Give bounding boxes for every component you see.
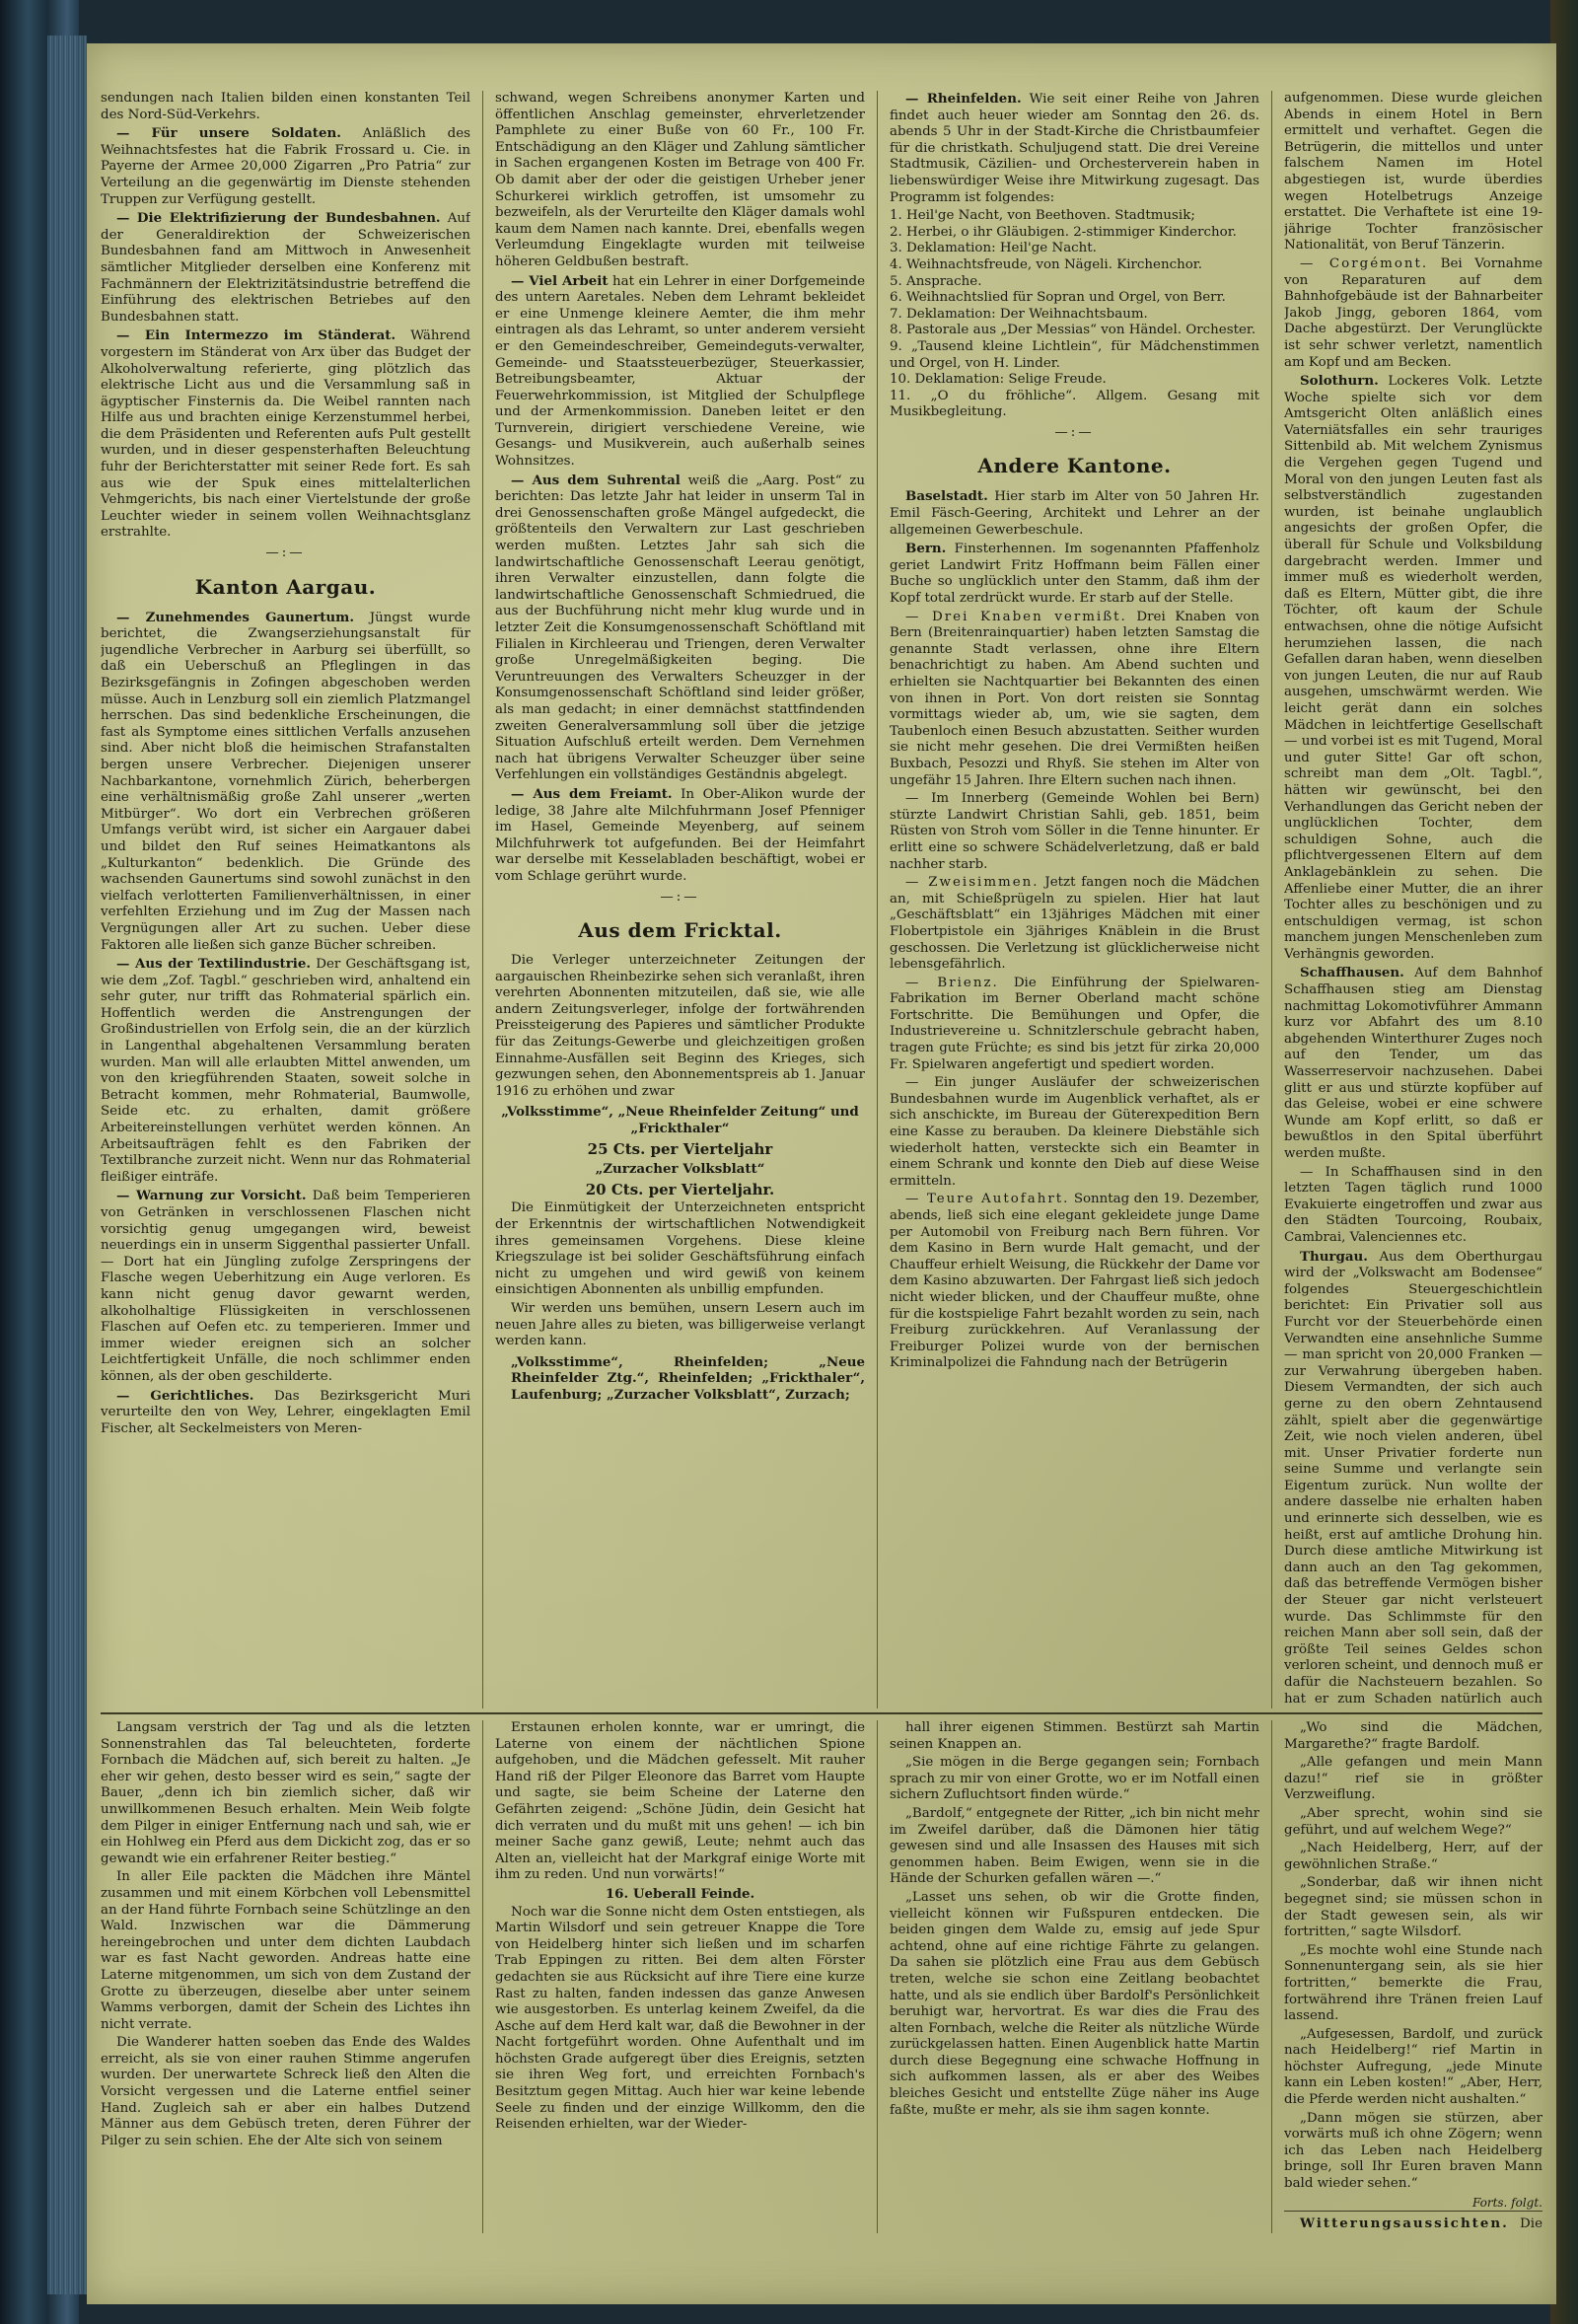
program-item: 4. Weihnachtsfreude, von Nägeli. Kirchenchor. [890, 256, 1202, 272]
program-item: 3. Deklamation: Heil'ge Nacht. [890, 241, 1097, 256]
notice-line: „Zurzacher Volksblatt“ [595, 1161, 765, 1178]
article-text: „Alle gefangen und mein Mann dazu!“ rief sie in größter Verzweiflung. [1284, 1755, 1542, 1803]
article-paragraph [101, 610, 470, 954]
article-text: hall ihrer eigenen Stimmen. Bestürzt sah Martin seinen Knappen an. [890, 1720, 1259, 1752]
article-paragraph [890, 976, 1259, 1074]
article-text: Hier starb im Alter von 50 Jahren Hr. Emil Fäsch-Geering, Architekt und Lehrer an der allgemeinen Gewerbeschule. [890, 489, 1259, 538]
article-text: weiß die „Aarg. Post“ zu berichten: Das letzte Jahr hat leider in unserm Tal in drei Genossenschaften große Mängel aufgedeckt, die größtenteils den Verwaltern zur Last geschrieben werden mußten. Letztes Jahr sah sich die landwirtschaftliche Genossenschaft Leerau genötigt, ihren Verwalter einzustellen, dann folgte die landwirtschaftliche Genossenschaft Schmiedrued, die aus der Buchführung nicht mehr klug wurde und in letzter Zeit die Konsumgenossenschaft Schöftland mit Filialen in Kirchleerau und Triengen, deren Verwalter große Unregelmäßigkeiten beging. Die Veruntreuungen des Verwalters Scheuzger in der Konsumgenossenschaft Schöftland sind leider größer, als man gedacht; in einer demnächst stattfindenden zweiten Generalversammlung soll über die jetzige Situation Aufschluß erteilt werden. Dem Vernehmen nach hat übrigens Verwalter Scheuzger über seine Verfehlungen ein vollständiges Geständnis abgelegt. [495, 472, 865, 783]
article-paragraph [890, 875, 1259, 974]
article-paragraph [1284, 965, 1542, 1162]
article-lead: — Aus der Textilindustrie. [116, 956, 312, 973]
article-lead: — Viel Arbeit [511, 272, 609, 289]
article-lead: — Aus dem Freiamt. [511, 785, 673, 802]
column-2 [495, 91, 865, 1708]
program-item: 1. Heil'ge Nacht, von Beethoven. Stadtmusik; [890, 208, 1195, 224]
article-lead: Bern. [905, 541, 947, 557]
article-text: In Ober-Alikon wurde der ledige, 38 Jahre alte Milchfuhrmann Josef Pfenniger im Hasel, Gemeinde Meyenberg, auf seinem Milchfuhrwerk tot aufgefunden. Bei der Heimfahrt war derselbe mit Kesselabladen beschäftigt, wobei er vom Schlage gerührt wurde. [495, 786, 865, 884]
feuilleton-rule [101, 1712, 1542, 1714]
article-paragraph [101, 91, 470, 123]
article-paragraph [101, 1720, 470, 1867]
serial-column-4 [1284, 1720, 1542, 2233]
article-paragraph [1284, 1165, 1542, 1247]
continued-note: Forts. folgt. [1471, 2195, 1542, 2210]
section-heading: Andere Kantone. [977, 454, 1172, 478]
column-divider [1271, 1720, 1272, 2233]
article-paragraph [1284, 2111, 1542, 2193]
article-paragraph [890, 1806, 1259, 1888]
article-paragraph [1284, 1943, 1542, 2025]
article-text: In aller Eile packten die Mädchen ihre Mäntel zusammen und mit einem Körbchen voll Lebensmittel an der Hand führte Fornbach seine Schützlinge an den Wald. Inzwischen war die Dämmerung hereingebrochen und unter dem dichten Laubdach war es fast Nacht geworden. Andreas hatte eine Laterne mitgenommen, um sich von dem Zustand der Grotte zu überzeugen, dieselbe aber unter seinem Wamms verborgen, damit der Schein des Lichtes ihn nicht verrate. [101, 1869, 470, 2032]
article-paragraph [495, 953, 865, 1100]
article-text: Jetzt fangen noch die Mädchen an, mit Schießprügeln zu spielen. Hier hat laut „Geschäftsblatt“ ein 13jähriges Mädchen mit einer Flobertpistole ein 3jähriges Knäblein in die Brust geschossen. Die Verletzung ist glücklicherweise nicht lebensgefährlich. [890, 875, 1259, 973]
article-lead: — Warnung zur Vorsicht. [116, 1188, 307, 1204]
article-paragraph [890, 541, 1259, 607]
article-text: Daß beim Temperieren von Getränken in verschlossenen Flaschen nicht vorsichtig genug umgegangen wird, beweist neuerdings ein in unserm Siggenthal passierter Unfall. — Dort hat ein Jüngling zufolge Zerspringens der Flasche wegen Ueberhitzung ein Auge verloren. Es kann nicht genug davor gewarnt werden, alkoholhaltige Flüssigkeiten in verschlossenen Flaschen auf Oefen etc. zu temperieren. Immer und immer wieder ereignen sich an solcher Leichtfertigkeit Unfälle, die noch schlimmer enden können, als der oben geschilderte. [101, 1189, 470, 1384]
article-text: Die Verleger unterzeichneter Zeitungen der aargauischen Rheinbezirke sehen sich veranlaßt, ihren verehrten Abonnenten mitzuteilen, daß sie, wie alle andern Zeitungsverleger, infolge der fortwährenden Preissteigerung des Papieres und sämtlicher Produkte für das Zeitungs-Gewerbe und gleichzeitigen großen Einnahme-Ausfällen seit Beginn des Krieges, sich gezwungen sehen, den Abonnementspreis ab 1. Januar 1916 zu erhöhen und zwar [495, 953, 865, 1099]
article-paragraph [1284, 1806, 1542, 1839]
article-paragraph [495, 91, 865, 271]
article-lead: — Zunehmendes Gaunertum. [116, 609, 355, 625]
page-stack-edge [47, 36, 87, 2294]
article-paragraph [1284, 373, 1542, 963]
article-lead: — Rheinfelden. [905, 91, 1022, 107]
article-text: Aus dem Oberthurgau wird der „Volkswacht am Bodensee“ folgendes Steuergeschichtlein berichtet: Ein Privatier soll aus Furcht vor der Steuerbehörde einen Verwandten eine ansehnliche Summe — man spricht von 20,000 Franken — zur Verwahrung übergeben haben. Diesem Vermandten, der sich auch gerne zu den obern Zehntausend zählt, spielt aber die gegenwärtige Zeit, wie noch vielen anderen, übel mit. Unser Privatier forderte nun seine Summe und verlangte sein Eigentum zurück. Nun wollte der andere dasselbe nie erhalten haben und erinnerte sich desselben, wie es heißt, erst auf amtliche Drohung hin. Durch diese amtliche Mitwirkung ist dann auch an den Tag gekommen, daß das betreffende Vermögen bisher der Steuer gar nicht verlsteuert wurde. Das Schlimmste für den reichen Mann aber soll sein, daß der größte Teil seines Geldes schon verloren scheint, und dennoch muß er dafür die Nachsteuern bezahlen. So hat er zum Schaden natürlich auch [1284, 1249, 1542, 1707]
article-lead: — Aus dem Suhrental [511, 472, 681, 488]
article-text: Drei Knaben von Bern (Breitenrainquartier) haben letzten Samstag die genannte Stadt verlassen, ohne ihre Eltern benachrichtigt zu haben. Am Abend suchten und erhielten sie Nachtquartier bei Bekannten des einen von ihnen in Port. Von dort reisten sie Sonntag vormittags wieder ab, um, wie sie sagten, dem Taubenloch einen Besuch abzustatten. Seither wurden sie nicht mehr gesehen. Die drei Vermißten heißen Buxbach, Pesozzi und Rhyß. Sie stehen im Alter von ungefähr 15 Jahren. Ihre Eltern suchen nach ihnen. [890, 609, 1259, 788]
program-item: 8. Pastorale aus „Der Messias“ von Händel. Orchester. [890, 323, 1256, 338]
article-lead: Witterungsaussichten. [1300, 2215, 1509, 2232]
article-paragraph [1284, 1875, 1542, 1940]
article-text: Jüngst wurde berichtet, die Zwangserziehungsanstalt für jugendliche Verbrecher in Aarburg sei überfüllt, so daß ein Ueberschuß an Pfleglingen in das Bezirksgefängnis in Zofingen abgeschoben werden müsse. Auch in Lenzburg soll ein ziemlich Platzmangel herrschen. Das sind bedenkliche Erscheinungen, die fast als Symptome eines sittlichen Verfalls anzusehen sind. Aber nicht bloß die heimischen Strafanstalten bergen unsere Verbrecher. Diejenigen unserer Nachbarkantone, vornehmlich Zürich, beherbergen eine verhältnismäßig große Zahl unserer „werten Mitbürger“. Wo dort ein Verbrechen größeren Umfangs verübt wird, ist sicher ein Aargauer dabei und bildet den Ruf seines Heimatkantons als „Kulturkanton“ bedenklich. Die Gründe des wachsenden Gaunertums sind sowohl zunächst in den vielfach verlotterten Familienverhältnissen, in einer verfehlten Erziehung und im Zug der Massen nach Vergnügungen aller Art zu suchen. Ueber diese Faktoren alle ließen sich ganze Bücher schreiben. [101, 610, 470, 953]
column-divider [482, 1720, 483, 2233]
article-paragraph [101, 327, 470, 542]
article-text: „Sonderbar, daß wir ihnen nicht begegnet sind; sie müssen schon in der Stadt gewesen sein, als wir fortritten,“ sagte Wilsdorf. [1284, 1875, 1542, 1940]
article-paragraph [1284, 1841, 1542, 1873]
article-text: Lockeres Volk. Letzte Woche spielte sich vor dem Amtsgericht Olten anläßlich eines Vaterniätsfalles ein sehr trauriges Sittenbild ab. Mit welchem Zynismus die Vergehen gegen Tugend und Moral von den jungen Leuten fast als selbstverständlich zugestanden wurden, ist beinahe unglaublich angesichts der großen Opfer, die überall für Schule und Volksbildung dargebracht werden. Immer und immer muß es wiederholt werden, daß es Eltern, Mütter gibt, die ihre Töchter, oft kaum der Schule entwachsen, ohne die nötige Aufsicht herumziehen lassen, die nach Gefallen daran haben, wenn dieselben von jungen Leuten, die nur auf Raub ausgehen, umschwärmt werden. Wie leicht gerät dann ein solches Mädchen in leichtfertige Gesellschaft — und vorbei ist es mit Tugend, Moral und guter Sitte! Gar oft schon, schreibt man dem „Olt. Tagbl.“, hätten wir gewünscht, bei den Verhandlungen das Gericht neben der unglücklichen Tochter, dem schuldigen Sohne, auch die pflichtvergessenen Eltern auf dem Anklagebänklein zu sehen. Die Affenliebe einer Mutter, die an ihrer Tochter alles zu beschönigen und zu entschuldigen vermag, ist schon manchem jungen Menschenleben zum Verhängnis geworden. [1284, 374, 1542, 962]
column-divider [877, 91, 878, 1708]
feuilleton-section [101, 1720, 1542, 2233]
article-text: Auf dem Bahnhof Schaffhausen stieg am Dienstag nachmittag Lokomotivführer Ammann kurz vor Abfahrt des um 8.10 abgehenden Winterthurer Zuges noch auf den Tender, um das Wasserreservoir nachzusehen. Dabei glitt er aus und stürzte kopfüber auf das Geleise, wobei er eine schwere Wunde am Kopf erlitt, so daß er bewußtlos in den Spital überführt werden mußte. [1284, 966, 1542, 1161]
article-text: Das Bezirksgericht Muri verurteilte den von Wey, Lehrer, eingeklagten Emil Fischer, alt Seckelmeisters von Meren- [101, 1388, 470, 1436]
article-text: hat ein Lehrer in einer Dorfgemeinde des untern Aaretales. Neben dem Lehramt bekleidet er eine Unmenge kleinere Aemter, die ihm mehr eintragen als das Lehramt, so unter anderem versieht er den Gemeindeschreiber, Gemeindeguts-verwalter, Gemeinde- und Staatssteuerbezüger, Steuerkassier, Betreibungsbeamter, Aktuar der Feuerwehrkommission, ist Mitglied der Schulpflege und der Armenkommission. Daneben leitet er den Turnverein, dirigiert verschiedene Vereine, wie Gesangs- und Musikverein, auch außerhalb seines Wohnsitzes. [495, 273, 865, 470]
article-text: schwand, wegen Schreibens anonymer Karten und öffentlichen Anschlag gemeinster, ehrverletzender Pamphlete zu einer Buße von 60 Fr., 100 Fr. Entschädigung an den Kläger und Zahlung sämtlicher in Sachen ergangenen Kosten im Betrage von 400 Fr. Ob damit aber der oder die geistigen Urheber jener Schurkerei wirklich getroffen, ist umsomehr zu bezweifeln, als der Verurteilte den Kläger damals wohl kaum dem Namen nach kannte. Drei, ebenfalls wegen Verleumdung Eingeklagte wurden mit teilweise höheren Geldbußen bestraft. [495, 91, 865, 269]
serial-column-3 [890, 1720, 1259, 2233]
article-paragraph [495, 786, 865, 886]
article-paragraph [101, 1188, 470, 1385]
article-lead: — Gerichtliches. [116, 1387, 254, 1404]
article-text: „Dann mögen sie stürzen, aber vorwärts muß ich ohne Zögern; wenn ich das Leben nach Heidelberg bringe, soll Ihr Euren braven Mann bald wieder sehen.“ [1284, 2110, 1542, 2192]
article-paragraph [890, 488, 1259, 539]
article-text: „Aufgesessen, Bardolf, und zurück nach Heidelberg!“ rief Martin in höchster Aufregung, „jede Minute kann ein Leben kosten!“ „Aber, Herr, die Pferde werden nicht aushalten.“ [1284, 2026, 1542, 2108]
article-text: Auf der Generaldirektion der Schweizerischen Bundesbahnen fand am Mittwoch in Anwesenheit sämtlicher Mitglieder derselben eine Konferenz mit Fachmännern der Elektrizitätsindustrie betreffend die Einführung des elektrischen Betriebes auf den Bundesbahnen statt. [101, 211, 470, 325]
article-lead: — Teure Autofahrt. [905, 1192, 1070, 1207]
article-paragraph [1284, 2027, 1542, 2109]
section-heading: Kanton Aargau. [194, 574, 377, 599]
article-text: sendungen nach Italien bilden einen konstanten Teil des Nord-Süd-Verkehrs. [101, 91, 470, 122]
article-text: aufgenommen. Diese wurde gleichen Abends in einem Hotel in Bern ermittelt und verhaftet. Gegen die Betrügerin, die mittellos und unter falschem Namen im Hotel abgestiegen ist, wurde überdies wegen Hotelbetrugs Anzeige erstattet. Die Verhaftete ist eine 19-jährige Tochter französischer Nationalität, von Beruf Tänzerin. [1284, 91, 1542, 254]
article-text: Noch war die Sonne nicht dem Osten entstiegen, als Martin Wilsdorf und sein getreuer Knappe die Tore von Heidelberg hinter sich ließen und im scharfen Trab Eppingen zu ritten. Bei dem alten Förster gedachten sie aus Rücksicht auf ihre Tiere eine kurze Rast zu halten, fanden indessen das ganze Anwesen wie ausgestorben. Es unterlag keinem Zweifel, da die Asche auf dem Herd kalt war, daß die Bewohner in der Nacht fortgeführt worden. Ohne Aufenthalt und im höchsten Grade aufgeregt über dies Ereignis, setzten sie ihren Weg fort, und erreichten Fornbach's Besitztum gegen Mittag. Auch hier war keine lebende Seele zu finden und der einzige Willkomm, den die Reisenden erhielten, war der Wieder- [495, 1904, 865, 2133]
chapter-heading: 16. Ueberall Feinde. [605, 1885, 755, 1902]
article-paragraph [890, 1192, 1259, 1372]
article-paragraph [495, 1905, 865, 2134]
article-lead: — Brienz. [905, 975, 999, 990]
article-text: Sonntag den 19. Dezember, abends, ließ sich eine elegant gekleidete junge Dame per Automobil von Freiburg nach Bern führen. Vor dem Kasino in Bern wurde Halt gemacht, und der Chauffeur erhielt Weisung, die Rückkehr der Dame vor dem Kasino abzuwarten. Der Fahrgast ließ sich jedoch nicht wieder blicken, und der Chauffeur mußte, ohne für die kostspielige Fahrt bezahlt worden zu sein, nach Freiburg zurückkehren. Auf Veranlassung der Freiburger Polizei wurde von der bernischen Kriminalpolizei die Fahndung nach der Betrügerin [890, 1192, 1259, 1371]
article-text: Der Geschäftsgang ist, wie dem „Zof. Tagbl.“ geschrieben wird, anhaltend ein sehr guter, nur trifft das Rohmaterial spärlich ein. Hoffentlich werden die Anstrengungen der Großindustriellen von Erfolg sein, die an der kürzlich in Langenthal abgehaltenen Versammlung beraten wurden. Man will alle erlaubten Mittel anwenden, um von den kriegführenden Staaten, soweit solche in Betracht kommen, mehr Rohmaterial, Baumwolle, Seide etc. zu erhalten, damit größere Arbeitereinstellungen verhütet werden können. An Arbeitsaufträgen fehlt es den Fabriken der Textilbranche zurzeit nicht. Wenn nur das Rohmaterial fleißiger einträfe. [101, 957, 470, 1185]
article-lead: Solothurn. [1300, 373, 1379, 390]
article-text: Die Einmütigkeit der Unterzeichneten entspricht der Erkenntnis der wirtschaftlichen Notwendigkeit ihres gemeinsamen Vorgehens. Diese kleine Kriegszulage ist bei solider Geschäftsführung einfach nicht zu umgehen und wird gewiß von keinem einsichtigen Abonnenten als unbillig empfunden. [495, 1200, 865, 1298]
program-item: 5. Ansprache. [890, 273, 982, 289]
article-text: — In Schaffhausen sind in den letzten Tagen täglich rund 1000 Evakuierte eingetroffen und zwar aus den Städten Tourcoing, Roubaix, Cambrai, Valenciennes etc. [1284, 1164, 1542, 1245]
article-paragraph [101, 1869, 470, 2033]
serial-column-1 [101, 1720, 470, 2233]
article-text: „Lasset uns sehen, ob wir die Grotte finden, vielleicht können wir Fußspuren entdecken. Die beiden gingen dem Walde zu, emsig auf jede Spur achtend, ohne auf eine richtige Fährte zu gelangen. Da sahen sie plötzlich eine Frau aus dem Gebüsch treten, welche sie schon eine Zeitlang beobachtet hatte, und als sie endlich über Bardolf's Persönlichkeit beruhigt war, hervortrat. Es war dies die Frau des alten Fornbach, welche die Reiter als nützliche Würde zurückgelassen hatten. Einen Augenblick hatte Martin durch diese Begegnung eine schwache Hoffnung in sich aufkommen lassen, als er aber des Weibes bleiches Gesicht und entstellte Züge näher ins Auge faßte, mußte er mehr, als sie ihm sagen konnte. [890, 1889, 1259, 2118]
article-text: „Sie mögen in die Berge gegangen sein; Fornbach sprach zu mir von einer Grotte, wo er im Notfall einen sichern Zufluchtsort finden würde.“ [890, 1755, 1259, 1803]
article-paragraph [101, 125, 470, 208]
article-lead: Thurgau. [1300, 1248, 1368, 1265]
article-paragraph [890, 1075, 1259, 1190]
column-divider [482, 91, 483, 1708]
notice-line: „Volksstimme“, „Neue Rheinfelder Zeitung“ und „Frickthaler“ [501, 1104, 859, 1137]
column-divider [877, 1720, 878, 2233]
section-heading: Aus dem Fricktal. [578, 918, 782, 943]
article-paragraph [495, 472, 865, 784]
article-lead: — Die Elektrifizierung der Bundesbahnen. [116, 210, 441, 227]
article-paragraph [890, 1890, 1259, 2119]
article-text: „Aber sprecht, wohin sind sie geführt, und auf welchem Wege?“ [1284, 1805, 1542, 1838]
article-lead: — Für unsere Soldaten. [116, 125, 341, 142]
article-text: Bei Vornahme von Reparaturen auf dem Bahnhofgebäude ist der Bahnarbeiter Jakob Jingg, geboren 1864, vom Dache abgestürzt. Der Verunglückte ist sehr schwer verletzt, namentlich am Kopf und am Becken. [1284, 255, 1542, 370]
article-text: Wir werden uns bemühen, unsern Lesern auch im neuen Jahre alles zu bieten, was billigerweise verlangt werden kann. [495, 1300, 865, 1349]
article-paragraph [495, 1720, 865, 1884]
article-lead: Schaffhausen. [1300, 965, 1404, 981]
article-paragraph [495, 273, 865, 471]
article-text: „Wo sind die Mädchen, Margarethe?“ fragte Bardolf. [1284, 1720, 1542, 1752]
article-paragraph [101, 956, 470, 1186]
newspaper-page [87, 43, 1556, 2304]
program-item: 6. Weihnachtslied für Sopran und Orgel, von Berr. [890, 290, 1226, 306]
article-text: Anläßlich des Weihnachtsfestes hat die Fabrik Frossard u. Cie. in Payerne der Armee 20,000 Zigarren „Pro Patria“ zur Verteilung an die gegenwärtig im Dienste stehenden Truppen zur Verfügung gestellt. [101, 126, 470, 207]
article-text: Die Wanderer hatten soeben das Ende des Waldes erreicht, als sie von einer rauhen Stimme angerufen wurden. Der unerwartete Schreck ließ den Alten die Vorsicht vergessen und die Laterne entfiel seiner Hand. Zugleich sah er aber ein halbes Dutzend Männer aus dem Gebüsch treten, deren Führer der Pilger zu sein schien. Ehe der Alte sich von seinem [101, 2035, 470, 2148]
article-paragraph [1284, 91, 1542, 254]
article-paragraph [101, 2035, 470, 2149]
program-item: 10. Deklamation: Selige Freude. [890, 372, 1107, 388]
article-paragraph [1284, 256, 1542, 371]
article-lead: — Ein Intermezzo im Ständerat. [116, 327, 396, 344]
column-divider [1271, 91, 1272, 1708]
column-4 [1284, 91, 1542, 1708]
section-separator: —:— [265, 545, 306, 561]
price-line: 25 Cts. per Vierteljahr [587, 1139, 773, 1158]
article-paragraph [101, 1388, 470, 1438]
article-lead: — Drei Knaben vermißt. [905, 609, 1127, 624]
article-paragraph [1284, 1249, 1542, 1708]
article-paragraph [495, 1200, 865, 1299]
article-text: „Es mochte wohl eine Stunde nach Sonnenuntergang sein, als sie hier fortritten,“ bemerkte die Frau, fortwährend ihre Tränen freien Lauf lassend. [1284, 1942, 1542, 2024]
article-text: Langsam verstrich der Tag und als die letzten Sonnenstrahlen das Tal beleuchteten, forderte Fornbach die Mädchen auf, sich bereit zu halten. „Je eher wir gehen, desto besser wird es sein,“ sagte der Bauer, „denn ich bin ziemlich sicher, daß wir unwillkommenen Besuch erhalten. Mein Weib folgte dem Pilger in einiger Entfernung nach und sah, wie er ein Hohlweg ein Pferd aus dem Dickicht zog, das er so gewandt wie ein erfahrener Reiter bestieg.“ [101, 1720, 470, 1866]
column-1 [101, 91, 470, 1708]
article-text: „Nach Heidelberg, Herr, auf der gewöhnlichen Straße.“ [1284, 1841, 1542, 1872]
article-paragraph [890, 91, 1259, 206]
article-text: Die Einführung der Spielwaren-Fabrikation im Berner Oberland macht schöne Fortschritte. Die Bemühungen und Opfer, die Industrievereine u. Schnitzlerschule gebracht haben, tragen gute Früchte; es sind bis jetzt für zirka 20,000 Fr. Spielwaren angefertigt und spediert worden. [890, 975, 1259, 1072]
article-paragraph [890, 791, 1259, 873]
article-text: „Bardolf,“ entgegnete der Ritter, „ich bin nicht mehr im Zweifel darüber, daß die Dämonen hier tätig gewesen sind und alle Insassen des Hauses mit sich genommen haben. Beim Ewigen, wenn sie in die Hände der Schurken gefallen wären —.“ [890, 1805, 1259, 1887]
column-3 [890, 91, 1259, 1708]
article-text: — Ein junger Ausläufer der schweizerischen Bundesbahnen wurde im Augenblick verhaftet, als er sich anschickte, im Bureau der Güterexpedition Bern eine Kasse zu berauben. Da kleinere Diebstähle sich wiederholt hatten, versteckte sich ein Beamter in einem Schrank und konnte den Dieb auf diese Weise ermitteln. [890, 1075, 1259, 1189]
publisher-signature: „Volksstimme“, Rheinfelden; „Neue Rheinfelder Ztg.“, Rheinfelden; „Frickthaler“, Laufenburg; „Zurzacher Volksblatt“, Zurzach; [511, 1353, 865, 1403]
article-lead: — Corgémont. [1300, 255, 1429, 271]
article-lead: — Zweisimmen. [905, 875, 1040, 891]
article-paragraph [1284, 1720, 1542, 1753]
price-line: 20 Cts. per Vierteljahr. [585, 1180, 775, 1198]
article-paragraph [890, 610, 1259, 790]
weather-forecast [1284, 2211, 1542, 2233]
article-paragraph [1284, 1755, 1542, 1804]
program-item: 2. Herbei, o ihr Gläubigen. 2-stimmiger Kinderchor. [890, 224, 1237, 240]
article-text: — Im Innerberg (Gemeinde Wohlen bei Bern) stürzte Landwirt Christian Sahli, geb. 1851, beim Rüsten von Stroh vom Söller in die Tenne hinunter. Er erlitt eine so schwere Schädelverletzung, daß er bald nachher starb. [890, 791, 1259, 872]
article-paragraph [101, 210, 470, 326]
article-text: Erstaunen erholen konnte, war er umringt, die Laterne von einem der nächtlichen Spione aufgehoben, und die Mädchen gefesselt. Mit rauher Hand riß der Pilger Eleonore das Barret vom Haupte und sagte, sie beim Scheine der Laterne den Gefährten zeigend: „Schöne Jüdin, dein Gesicht hat dich verraten und du mußt mit uns gehen! — ich bin meiner Sache ganz gewiß, Leute; nehmt auch das Alten an, vielleicht hat der Markgraf einige Worte mit ihm zu reden. Und nun vorwärts!“ [495, 1720, 865, 1883]
article-text: Wie seit einer Reihe von Jahren findet auch heuer wieder am Sonntag den 26. ds. abends 5 Uhr in der Stadt-Kirche die Christbaumfeier für die christkath. Schuljugend statt. Die drei Vereine Stadtmusik, Cäzilien- und Orchesterverein haben in liebenswürdiger Weise ihre Mitwirkung zugesagt. Das Programm ist folgendes: [890, 92, 1259, 205]
program-list [890, 208, 1259, 421]
article-text: Die [1520, 2216, 1542, 2232]
news-section [101, 91, 1542, 1708]
program-item: 7. Deklamation: Der Weihnachtsbaum. [890, 306, 1148, 322]
serial-column-2 [495, 1720, 865, 2233]
article-paragraph [495, 1301, 865, 1350]
article-paragraph [890, 1755, 1259, 1804]
article-text: Während vorgestern im Ständerat von Arx über das Budget der Alkoholverwaltung referierte, ging plötzlich das elektrische Licht aus und die Versammlung saß in ägyptischer Finsternis da. Die Weibel rannten nach Hilfe aus und brachten einige Kerzenstummel herbei, die dem Präsidenten und Referenten aufs Pult gestellt wurden, und in dieser gespensterhaften Beleuchtung fuhr der Berichterstatter mit seiner Rede fort. Es sah aus wie der Spuk eines mittelalterlichen Vehmgerichts, bis nach einer Viertelstunde der große Leuchter wieder in seinem vollen Weihnachtsglanz erstrahlte. [101, 328, 470, 541]
section-separator: —:— [1054, 424, 1095, 440]
program-item: 11. „O du fröhliche“. Allgem. Gesang mit Musikbegleitung. [890, 388, 1259, 420]
section-separator: —:— [660, 889, 700, 905]
article-text: Finsterhennen. Im sogenannten Pfaffenholz geriet Landwirt Fritz Hoffmann beim Fällen einer Buche so unglücklich unter den Stamm, daß ihm der Kopf total zerdrückt wurde. Er starb auf der Stelle. [890, 542, 1259, 607]
article-paragraph [890, 1720, 1259, 1753]
program-item: 9. „Tausend kleine Lichtlein“, für Mädchenstimmen und Orgel, von H. Linder. [890, 338, 1259, 371]
article-lead: Baselstadt. [905, 488, 988, 505]
